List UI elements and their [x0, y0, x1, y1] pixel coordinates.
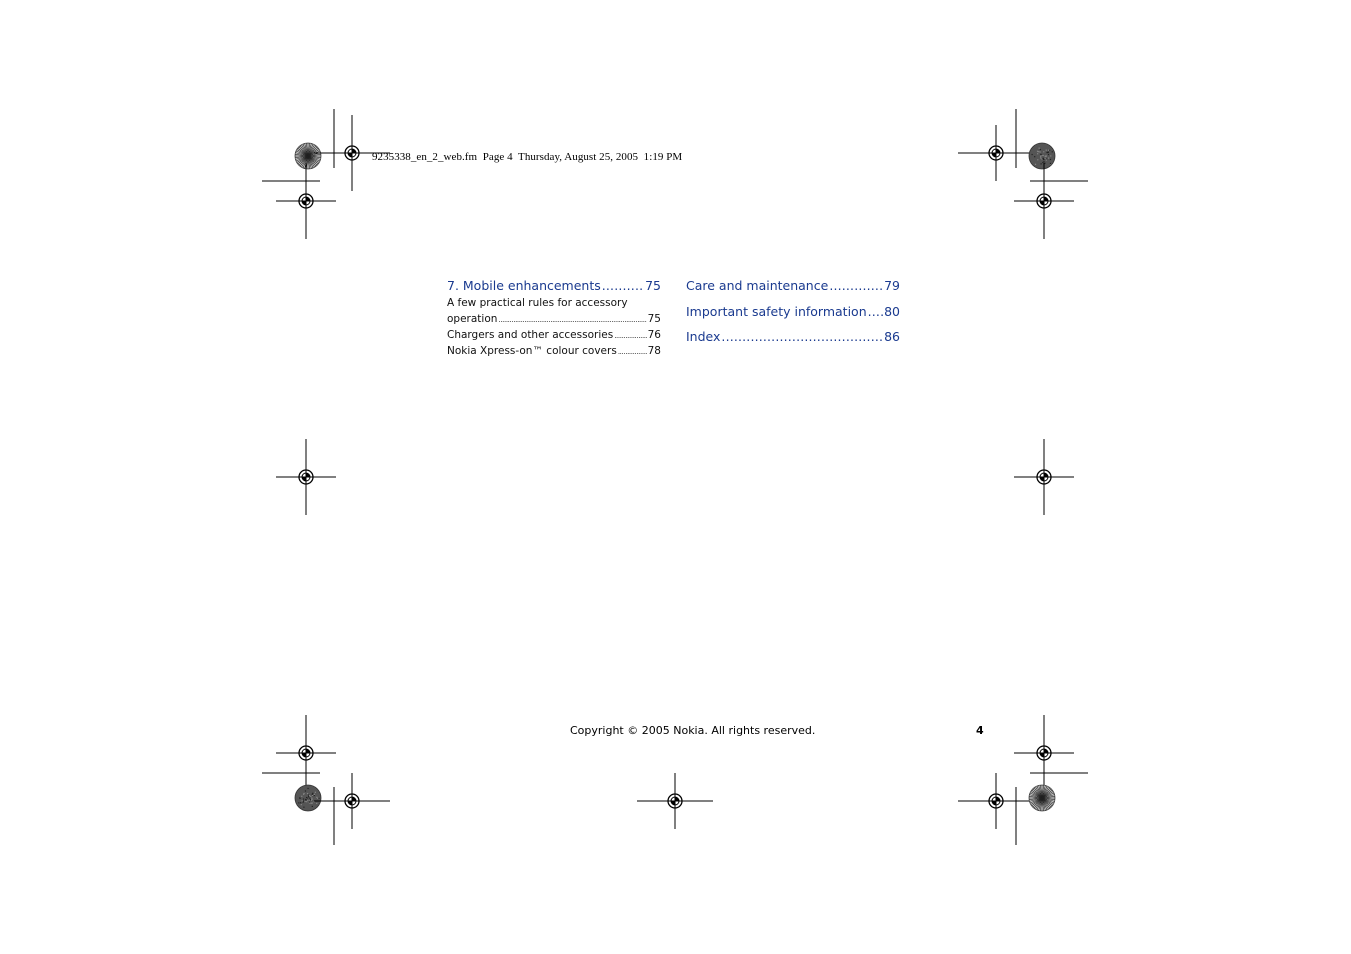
toc-entry-title: Nokia Xpress-on™ colour covers [447, 345, 617, 357]
toc-leader-dots [721, 328, 883, 346]
texture-speck [298, 802, 299, 803]
toc-chapter-care-maintenance[interactable] [686, 277, 900, 303]
toc-entry-page: 80 [884, 303, 900, 319]
texture-speck [303, 802, 304, 803]
starburst-mark-icon [295, 143, 321, 169]
toc-chapter-safety-information[interactable] [686, 303, 900, 329]
toc-leader-dots [618, 343, 647, 360]
toc-entry-title: Chargers and other accessories [447, 329, 614, 341]
registration-target-icon [637, 773, 713, 829]
texture-speck [1040, 163, 1041, 164]
texture-speck [312, 802, 313, 803]
texture-speck [1040, 149, 1041, 150]
toc-leader-dots [868, 303, 883, 321]
texture-speck [312, 795, 313, 796]
texture-speck [1039, 148, 1040, 149]
toc-entry-page: 75 [647, 313, 661, 325]
texture-speck [303, 793, 304, 794]
toc-subentry-xpress-on-covers[interactable] [447, 343, 661, 359]
toc-subentry-rules-line2[interactable] [447, 311, 661, 327]
texture-speck [1046, 155, 1047, 156]
toc-entry-title: Care and maintenance [686, 278, 829, 293]
toc-column-right [686, 277, 900, 354]
texture-speck [1042, 162, 1043, 163]
registration-target-icon [314, 773, 390, 829]
texture-speck [308, 797, 309, 798]
texture-speck [1052, 151, 1053, 152]
toc-leader-dots [602, 277, 644, 295]
texture-speck [1037, 159, 1038, 160]
toc-leader-dots [498, 311, 646, 328]
registration-target-icon [958, 125, 1034, 181]
texture-speck [314, 794, 315, 795]
toc-chapter-index[interactable] [686, 328, 900, 354]
texture-speck [1039, 151, 1040, 152]
toc-entry-title: Index [686, 329, 721, 344]
toc-entry-page: 76 [647, 329, 661, 341]
texture-speck [1046, 150, 1047, 151]
registration-target-icon [276, 439, 336, 515]
texture-speck [312, 794, 313, 795]
toc-entry-page: 86 [884, 329, 900, 344]
texture-speck [314, 795, 315, 796]
texture-speck [309, 803, 310, 804]
texture-speck [299, 797, 300, 798]
texture-speck [315, 792, 316, 793]
registration-target-icon [276, 163, 336, 239]
texture-speck [1034, 156, 1035, 157]
texture-speck [1044, 158, 1045, 159]
texture-speck [1044, 163, 1045, 164]
toc-subentry-chargers[interactable] [447, 327, 661, 343]
texture-speck [1042, 156, 1043, 157]
print-slug: 9235338_en_2_web.fm Page 4 Thursday, August 25, 2005 1:19 PM [372, 151, 683, 163]
registration-target-icon [1014, 715, 1074, 791]
texture-speck [1037, 151, 1038, 152]
texture-speck [311, 800, 312, 801]
texture-speck [310, 796, 311, 797]
texture-speck [306, 797, 307, 798]
texture-speck [1040, 155, 1041, 156]
texture-speck [303, 798, 304, 799]
texture-speck [309, 797, 310, 798]
toc-column-left [447, 277, 661, 359]
texture-speck [1038, 151, 1039, 152]
texture-speck [1050, 155, 1051, 156]
texture-speck [307, 788, 308, 789]
texture-speck [311, 797, 312, 798]
texture-speck [1050, 163, 1051, 164]
texture-speck [305, 801, 306, 802]
texture-speck [1040, 156, 1041, 157]
registration-target-icon [1014, 439, 1074, 515]
texture-speck [1037, 153, 1038, 154]
texture-speck [1043, 159, 1044, 160]
texture-speck [308, 796, 309, 797]
toc-chapter-mobile-enhancements[interactable] [447, 277, 661, 295]
texture-speck [1048, 154, 1049, 155]
toc-subentry-rules-line1[interactable]: A few practical rules for accessory [447, 297, 628, 309]
toc-entry-page: 75 [645, 278, 661, 293]
texture-speck [1040, 154, 1041, 155]
texture-speck [1032, 154, 1033, 155]
texture-speck [300, 802, 301, 803]
texture-speck [307, 793, 308, 794]
footer-page-number: 4 [976, 724, 984, 737]
texture-speck [302, 800, 303, 801]
texture-speck [306, 801, 307, 802]
toc-entry-title: 7. Mobile enhancements [447, 278, 601, 293]
texture-speck [310, 799, 311, 800]
footer-copyright: Copyright © 2005 Nokia. All rights reserved. [570, 724, 816, 737]
toc-entry-title: operation [447, 313, 498, 325]
registration-target-icon [1014, 163, 1074, 239]
texture-speck [1043, 151, 1044, 152]
toc-leader-dots [614, 327, 646, 344]
texture-speck [1041, 158, 1042, 159]
toc-entry-title: Important safety information [686, 303, 867, 319]
texture-speck [1048, 157, 1049, 158]
texture-speck [1049, 150, 1050, 151]
texture-speck [305, 790, 306, 791]
texture-speck [1046, 159, 1047, 160]
toc-entry-page: 79 [884, 278, 900, 293]
texture-speck [1048, 150, 1049, 151]
texture-speck [318, 798, 319, 799]
texture-speck [1047, 152, 1048, 153]
texture-speck [1050, 159, 1051, 160]
toc-leader-dots [829, 277, 883, 295]
toc-entry-page: 78 [647, 345, 661, 357]
texture-speck [303, 807, 304, 808]
texture-speck [316, 797, 317, 798]
texture-speck [1043, 161, 1044, 162]
texture-speck [316, 803, 317, 804]
registration-target-icon [958, 773, 1034, 829]
texture-speck [303, 800, 304, 801]
texture-speck [301, 796, 302, 797]
texture-speck [312, 806, 313, 807]
texture-speck [307, 800, 308, 801]
texture-speck [306, 799, 307, 800]
texture-speck [1042, 155, 1043, 156]
registration-target-icon [276, 715, 336, 791]
texture-speck [1035, 164, 1036, 165]
starburst-mark-icon [1029, 785, 1055, 811]
texture-speck [1043, 158, 1044, 159]
texture-speck [301, 804, 302, 805]
texture-speck [309, 800, 310, 801]
